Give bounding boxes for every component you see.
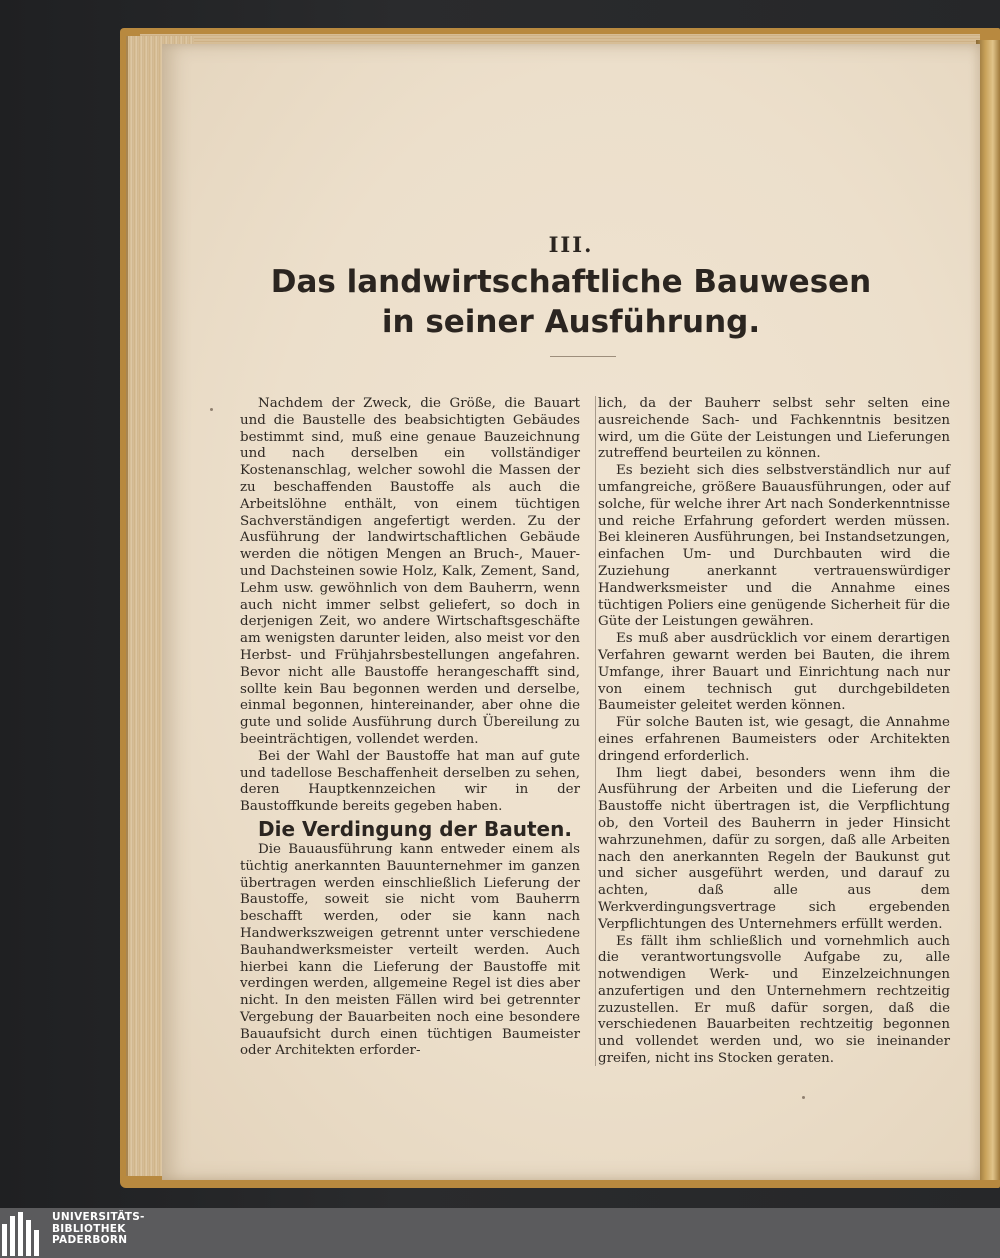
book-page <box>162 44 980 1180</box>
chapter-title <box>162 262 980 342</box>
paragraph: Bei der Wahl der Baustoffe hat man auf gute und tadellose Beschaffenheit derselben zu sehen, deren Hauptkennzeichen wir in der Baustoffkunde bereits gegeben haben. <box>240 748 580 815</box>
paragraph: Es bezieht sich dies selbstverständlich nur auf umfangreiche, größere Bauausführungen, oder auf solche, für welche ihrer Art nach Sonderkenntnisse und reiche Erfahrung gefordert werden müssen. Bei kleineren Ausführungen, bei Instandsetzungen, einfachen Um- und Durchbauten wird die Zuziehung anerkannt vertrauenswürdiger Handwerksmeister und die Annahme eines tüchtigen Poliers eine genügende Sicherheit für die Güte der Leistungen gewähren. <box>598 463 950 630</box>
library-logo-icon <box>0 1212 46 1256</box>
title-divider <box>550 356 616 357</box>
library-name-line-3: PADERBORN <box>52 1234 128 1246</box>
library-footer-bar <box>0 1208 1000 1258</box>
column-divider <box>595 396 596 1066</box>
right-column <box>598 396 950 1068</box>
paper-speck <box>210 408 213 411</box>
left-column <box>240 396 580 1060</box>
library-name-line-2: BIBLIOTHEK <box>52 1222 126 1235</box>
paper-speck <box>802 1096 805 1099</box>
paragraph: Für solche Bauten ist, wie gesagt, die Annahme eines erfahrenen Baumeisters oder Architekten dringend erforderlich. <box>598 715 950 764</box>
section-heading: Die Verdingung der Bauten. <box>258 816 572 841</box>
paragraph: Es muß aber ausdrücklich vor einem derartigen Verfahren gewarnt werden bei Bauten, die ihrem Umfange, ihrer Bauart und Einrichtung nach nur von einem technisch gut durchgebildeten Baumeister geleitet werden können. <box>598 631 950 714</box>
paragraph: lich, da der Bauherr selbst sehr selten eine ausreichende Sach- und Fachkenntnis besitzen wird, um die Güte der Leistungen und Lieferungen zutreffend beurteilen zu können. <box>598 396 950 462</box>
library-name-line-1: UNIVERSITÄTS- <box>52 1211 145 1223</box>
chapter-title-line-1: Das landwirtschaftliche Bauwesen <box>270 264 872 300</box>
library-name <box>52 1212 145 1247</box>
chapter-title-line-2: in seiner Ausführung. <box>381 304 761 340</box>
chapter-number: III. <box>548 232 594 257</box>
paragraph: Es fällt ihm schließlich und vornehmlich auch die verantwortungsvolle Aufgabe zu, alle notwendigen Werk- und Einzelzeichnungen anzufertigen und den Unternehmern rechtzeitig zuzustellen. Er muß dafür sorgen, daß die verschiedenen Bauarbeiten rechtzeitig begonnen und vollendet werden und, wo sie ineinander greifen, nicht ins Stocken geraten. <box>598 933 950 1067</box>
paragraph: Die Bauausführung kann entweder einem als tüchtig anerkannten Bauunternehmer im ganzen übertragen werden einschließlich Lieferung der Baustoffe, soweit sie nicht vom Bauherrn beschafft werden, oder sie kann nach Handwerkszweigen getrennt unter verschiedene Bauhandwerksmeister verteilt werden. Auch hierbei kann die Lieferung der Baustoffe mit verdingen werden, allgemeine Regel ist dies aber nicht. In den meisten Fällen wird bei getrennter Vergebung der Bauarbeiten noch eine besondere Bauaufsicht durch einen tüchtigen Baumeister oder Architekten erforder- <box>240 841 580 1059</box>
paragraph: Ihm liegt dabei, besonders wenn ihm die Ausführung der Arbeiten und die Lieferung der Baustoffe nicht übertragen ist, die Verpflichtung ob, den Vorteil des Bauherrn in jeder Hinsicht wahrzunehmen, dafür zu sorgen, daß alle Arbeiten nach den anerkannten Regeln der Baukunst gut und sicher ausgeführt werden, und darauf zu achten, daß alle aus dem Werkverdingungsvertrage sich ergebenden Verpflichtungen des Unternehmers erfüllt werden. <box>598 765 950 932</box>
paragraph: Nachdem der Zweck, die Größe, die Bauart und die Baustelle des beabsichtigten Gebäudes bestimmt sind, muß eine genaue Bauzeichnung und nach derselben ein vollständiger Kostenanschlag, welcher sowohl die Massen der zu beschaffenden Baustoffe als auch die Arbeitslöhne enthält, von einem tüchtigen Sachverständigen angefertigt werden. Zu der Ausführung der landwirtschaftlichen Gebäude werden die nötigen Mengen an Bruch-, Mauer- und Dachsteinen sowie Holz, Kalk, Zement, Sand, Lehm usw. gewöhnlich von dem Bauherrn, wenn auch nicht immer selbst geliefert, so doch in derjenigen Zeit, wo andere Wirtschaftsgeschäfte am wenigsten darunter leiden, also meist vor den Herbst- und Frühjahrsbestellungen angefahren. Bevor nicht alle Baustoffe herangeschafft sind, sollte kein Bau begonnen werden und derselbe, einmal begonnen, hintereinander, aber ohne die gute und solide Ausführung durch Übereilung zu beeinträchtigen, vollendet werden. <box>240 396 580 747</box>
